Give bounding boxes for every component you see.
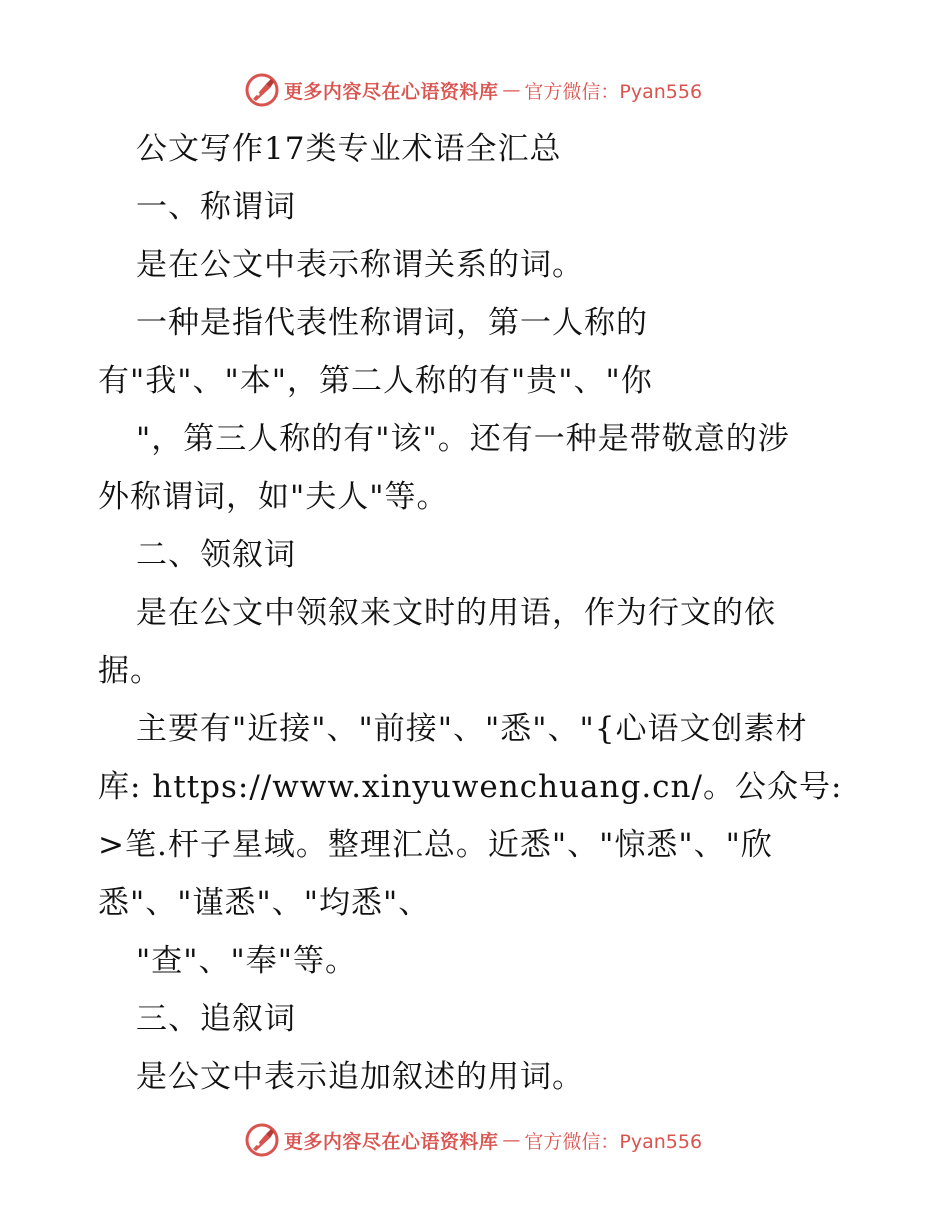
watermark-wechat-text: 官方微信：Pyan556 [524, 1130, 703, 1153]
paragraph-line: 外称谓词，如"夫人"等。 [98, 479, 449, 515]
paragraph-line: 一种是指代表性称谓词，第一人称的 [136, 305, 648, 341]
paragraph-line-url: 库: https://www.xinyuwenchuang.cn/。公众号: [98, 769, 843, 805]
pen-nib-logo-icon [244, 72, 280, 108]
paragraph-line: 有"我"、"本"，第二人称的有"贵"、"你 [98, 363, 653, 399]
paragraph-line: 据。 [98, 653, 162, 689]
watermark-separator: — [502, 79, 521, 101]
header-watermark-banner [0, 70, 950, 110]
watermark-group [244, 1122, 702, 1158]
section-heading-3: 三、追叙词 [136, 1001, 296, 1037]
footer-watermark-banner [0, 1120, 950, 1160]
pen-nib-logo-icon [244, 1122, 280, 1158]
paragraph-line: 悉"、"谨悉"、"均悉"、 [98, 885, 431, 921]
paragraph-line: 是在公文中领叙来文时的用语，作为行文的依 [136, 595, 776, 631]
watermark-group [244, 72, 702, 108]
paragraph-line: 主要有"近接"、"前接"、"悉"、"{心语文创素材 [136, 711, 808, 747]
watermark-main-text: 更多内容尽在心语资料库 [283, 1130, 499, 1153]
document-title: 公文写作17类专业术语全汇总 [136, 131, 562, 167]
watermark-wechat-text: 官方微信：Pyan556 [524, 80, 703, 103]
paragraph-line: 是在公文中表示称谓关系的词。 [136, 247, 584, 283]
watermark-separator: — [502, 1129, 521, 1151]
paragraph-line: "查"、"奉"等。 [136, 943, 358, 979]
watermark-main-text: 更多内容尽在心语资料库 [283, 80, 499, 103]
section-heading-1: 一、称谓词 [136, 189, 296, 225]
section-heading-2: 二、领叙词 [136, 537, 296, 573]
document-body [98, 120, 858, 1106]
paragraph-line: >笔.杆子星域。整理汇总。近悉"、"惊悉"、"欣 [98, 827, 773, 863]
paragraph-line: 是公文中表示追加叙述的用词。 [136, 1059, 584, 1095]
paragraph-line: "，第三人称的有"该"。还有一种是带敬意的涉 [136, 421, 790, 457]
